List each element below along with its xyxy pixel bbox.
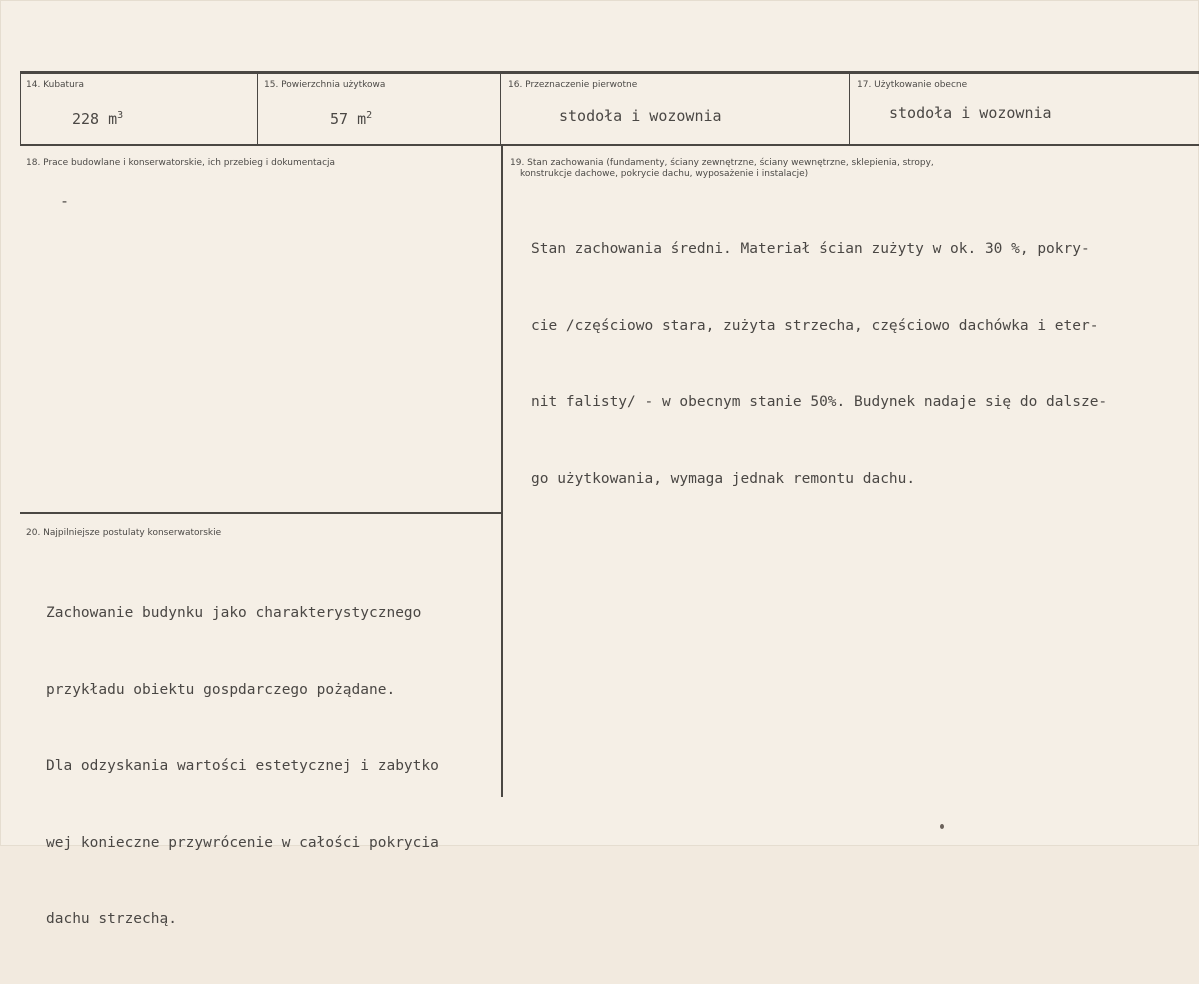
divider-14-15 — [257, 71, 258, 146]
field-16-label: 16. Przeznaczenie pierwotne — [508, 80, 638, 90]
ink-speck — [940, 824, 944, 829]
row1-bottom-rule — [20, 144, 1199, 146]
field-19-line: nit falisty/ - w obecnym stanie 50%. Budynek nadaje się do dalsze- — [531, 394, 1108, 410]
field-16-value: stodoła i wozownia — [559, 107, 722, 125]
field-14-value — [72, 110, 123, 128]
field-19-text — [531, 186, 1107, 543]
left-border — [20, 71, 21, 146]
field-19-line: go użytkowania, wymaga jednak remontu dachu. — [531, 470, 916, 487]
powierzchnia-number: 57 m — [330, 110, 367, 128]
powierzchnia-exponent: 2 — [366, 110, 373, 121]
field-14-label: 14. Kubatura — [26, 80, 85, 90]
field-19-line: Stan zachowania średni. Materiał ścian zużyty w ok. 30 %, pokry- — [531, 241, 1090, 257]
field-19-label-line2: konstrukcje dachowe, pokrycie dachu, wyposażenie i instalacje) — [520, 169, 809, 179]
field-19-label-line1: 19. Stan zachowania (fundamenty, ściany zewnętrzne, ściany wewnętrzne, sklepienia, stropy, — [510, 158, 934, 168]
field-20-line: Dla odzyskania wartości estetycznej i zabytko — [46, 758, 439, 774]
field-20-text — [46, 550, 439, 984]
field-20-line: przykładu obiektu gospdarczego pożądane. — [46, 681, 396, 698]
divider-16-17 — [849, 71, 850, 146]
field-20-label: 20. Najpilniejsze postulaty konserwatorskie — [26, 528, 222, 538]
field-20-line: dachu strzechą. — [46, 911, 177, 927]
top-rule — [20, 71, 1199, 74]
field-20-line: wej konieczne przywrócenie w całości pokrycia — [46, 834, 439, 851]
field-19-line: cie /częściowo stara, zużyta strzecha, częściowo dachówka i eter- — [531, 317, 1099, 334]
field-18-label: 18. Prace budowlane i konserwatorskie, ich przebieg i dokumentacja — [26, 158, 336, 168]
main-column-divider — [501, 146, 503, 797]
section-18-bottom-rule — [20, 512, 502, 514]
field-17-value: stodoła i wozownia — [889, 104, 1052, 122]
field-15-label: 15. Powierzchnia użytkowa — [264, 80, 386, 90]
divider-15-16 — [500, 71, 501, 146]
field-17-label: 17. Użytkowanie obecne — [857, 80, 968, 90]
field-15-value — [330, 110, 372, 128]
field-18-value: - — [60, 192, 70, 210]
kubatura-exponent: 3 — [117, 110, 124, 121]
kubatura-number: 228 m — [72, 110, 118, 128]
field-20-line: Zachowanie budynku jako charakterystycznego — [46, 605, 422, 621]
